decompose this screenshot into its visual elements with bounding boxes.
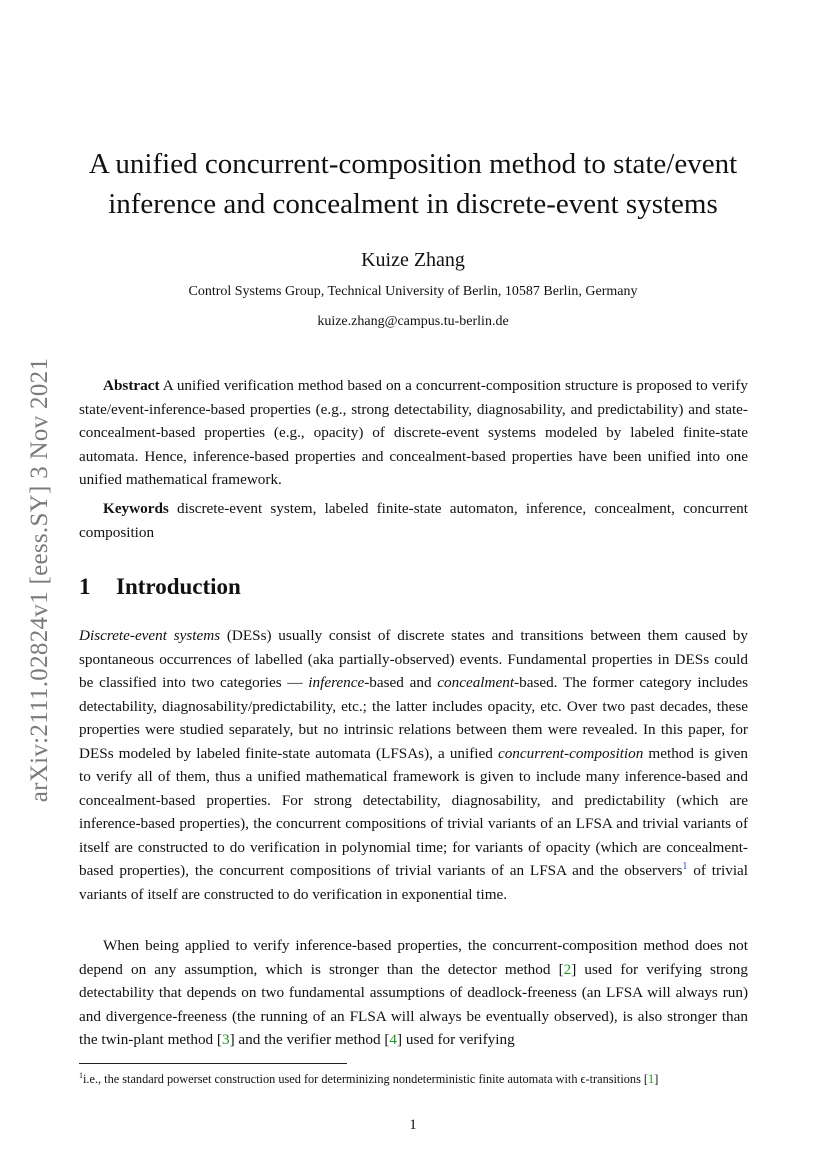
citation-link[interactable]: 1 xyxy=(648,1072,655,1087)
intro-p1-text-5: of trivial variants of itself are constructed to do verification in exponential time. xyxy=(79,862,749,903)
section-number: 1 xyxy=(79,574,91,599)
intro-p2-text-3: ] and the verifier method [ xyxy=(229,1031,390,1048)
abstract-text: A unified verification method based on a concurrent-composition structure is proposed to verify state/event-inference-based properties (e.g., strong detectability, diagnosability, and predictability) and state-concealment-based properties (e.g., opacity) of discrete-event systems modeled by labeled finite-state automata. Hence, inference-based properties and concealment-based properties have been unified into one unified mathematical framework. xyxy=(79,377,748,488)
footnote-rule xyxy=(79,1063,347,1064)
term-des: Discrete-event systems xyxy=(79,627,221,644)
keywords-text: discrete-event system, labeled finite-state automaton, inference, concealment, concurrent composition xyxy=(79,500,748,541)
intro-p1-text-4: method is given to verify all of them, thus a unified mathematical framework is given to include many inference-based and concealment-based properties. For strong detectability, diagnosability, and predictability (which are inference-based properties), the concurrent compositions of trivial variants of an LFSA and trivial variants of itself are constructed to do verification in polynomial time; for variants of opacity (which are concealment-based properties), the concurrent compositions of trivial variants of an LFSA and the observers xyxy=(79,744,748,879)
intro-p1-text-2: -based and xyxy=(364,674,438,691)
intro-p2-text-1: When being applied to verify inference-based properties, the concurrent-composition method does not depend on any assumption, which is stronger than the detector method [ xyxy=(79,937,748,978)
citation-link[interactable]: 4 xyxy=(389,1031,397,1048)
intro-p2-text-4: ] used for verifying xyxy=(397,1031,515,1048)
intro-p1-text-3: -based. The former category includes detectability, diagnosability/predictability, etc.; the latter includes opacity, etc. Over two past decades, these properties were studied separately, but no intrinsic relations between them were revealed. In this paper, for DESs modeled by labeled finite-state automata (LFSAs), a unified xyxy=(79,674,748,762)
footnote-mark: 1 xyxy=(79,1071,83,1080)
arxiv-stamp xyxy=(16,330,64,830)
term-inference: inference xyxy=(308,674,365,691)
citation-link[interactable]: 2 xyxy=(563,960,572,978)
arxiv-stamp-text: arXiv:2111.02824v1 [eess.SY] 3 Nov 2021 xyxy=(26,357,53,803)
author-affiliation: Control Systems Group, Technical University of Berlin, 10587 Berlin, Germany xyxy=(188,284,638,299)
author-name: Kuize Zhang xyxy=(361,249,465,271)
author-email: kuize.zhang@campus.tu-berlin.de xyxy=(317,314,509,329)
intro-paragraph-2 xyxy=(79,934,748,1052)
paper-title: A unified concurrent-composition method to state/event inference and concealment in discrete-event systems xyxy=(88,148,738,220)
term-concealment: concealment xyxy=(437,674,515,691)
footnote-text: i.e., the standard powerset construction used for determinizing nondeterministic finite automata with ϵ-transitions [ xyxy=(83,1072,649,1087)
footnote-close: ] xyxy=(654,1072,659,1087)
abstract-paragraph xyxy=(79,374,748,492)
intro-paragraph-1 xyxy=(79,624,748,906)
abstract-label: Abstract xyxy=(103,377,160,394)
footnote-link[interactable]: 1 xyxy=(682,860,688,872)
keywords-label: Keywords xyxy=(103,500,169,517)
citation-link[interactable]: 3 xyxy=(221,1031,230,1048)
keywords-paragraph xyxy=(79,497,748,544)
section-title: Introduction xyxy=(116,574,241,599)
term-concurrent-composition: concurrent-composition xyxy=(497,744,644,762)
intro-p2-text-2: ] used for verifying strong detectability that depends on two fundamental assumptions of deadlock-freeness (an LFSA will always run) and divergence-freeness (the running of an FLSA will always be eventually observed), is also stronger than the twin-plant method [ xyxy=(79,960,748,1048)
page-number: 1 xyxy=(409,1117,417,1133)
section-heading xyxy=(79,574,241,600)
footnote xyxy=(79,1068,748,1087)
intro-p1-text-1: (DESs) usually consist of discrete states and transitions between them caused by spontaneous occurrences of labelled (aka partially-observed) events. Fundamental properties in DESs could be classified into two categories — xyxy=(79,627,748,691)
